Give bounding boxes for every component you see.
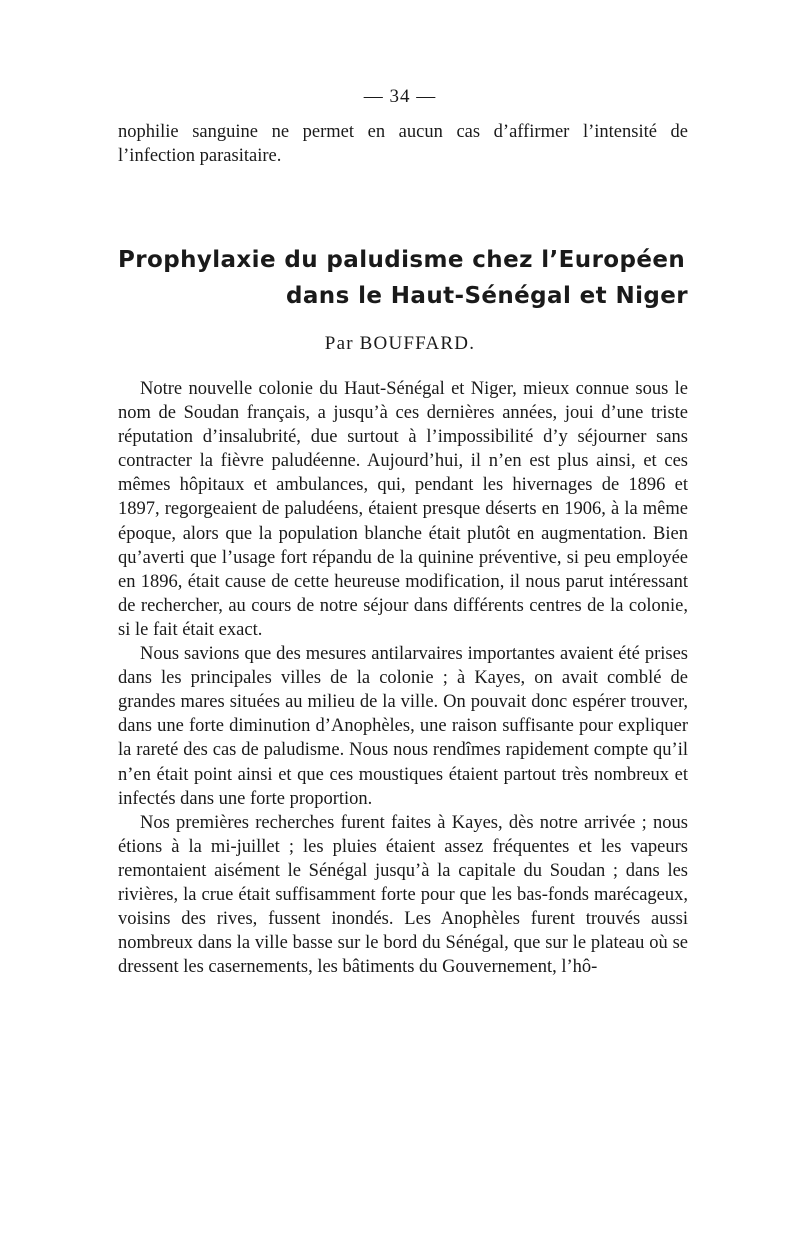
page-number: — 34 — [363, 86, 437, 107]
body-paragraph-1: Notre nouvelle colonie du Haut-Sénégal et Niger, mieux connue sous le nom de Soudan français, a jusqu’à ces dernières années, joui d’une triste réputation d’insalubrité, due surtout à l’impossibilité d’y séjourner sans contracter la fièvre paludéenne. Aujourd’hui, il n’en est plus ainsi, et ces mêmes hôpitaux et ambulances, qui, pendant les hivernages de 1896 et 1897, regorgeaient de paludéens, étaient presque déserts en 1906, à la même époque, alors que la population blanche était plutôt en augmentation. Bien qu’averti que l’usage fort répandu de la quinine préventive, si peu employée en 1896, était cause de cette heureuse modification, il nous parut intéressant de rechercher, au cours de notre séjour dans différents centres de la colonie, si le fait était exact. [118, 379, 688, 640]
body-paragraph-3: Nos premières recherches furent faites à Kayes, dès notre arrivée ; nous étions à la mi-juillet ; les pluies étaient assez fréquentes et les vapeurs remontaient aisément le Sénégal jusqu’à la capitale du Soudan ; dans les rivières, la crue était suffisamment forte pour que les bas-fonds marécageux, voisins des rives, fussent inondés. Les Anophèles furent trouvés aussi nombreux dans la ville basse sur le bord du Sénégal, que sur le plateau où se dressent les casernements, les bâtiments du Gouvernement, l’hô- [118, 812, 688, 978]
body-paragraph-2: Nous savions que des mesures antilarvaires importantes avaient été prises dans les principales villes de la colonie ; à Kayes, on avait comblé de grandes mares situées au milieu de la ville. On pouvait donc espérer trouver, dans une forte diminution d’Anophèles, une raison suffisante pour expliquer la rareté des cas de paludisme. Nous nous rendîmes rapidement compte qu’il n’en était point ainsi et que ces moustiques étaient partout très nombreux et infectés dans une forte proportion. [118, 644, 688, 809]
article-body [118, 377, 688, 979]
article-title-line-1: Prophylaxie du paludisme chez l’Européen [118, 247, 686, 273]
intro-paragraph: nophilie sanguine ne permet en aucun cas d’affirmer l’intensité de l’infection parasitaire. [118, 122, 688, 166]
article-title-line-2: dans le Haut-Sénégal et Niger [286, 283, 688, 309]
author-byline: Par BOUFFARD. [324, 333, 476, 354]
